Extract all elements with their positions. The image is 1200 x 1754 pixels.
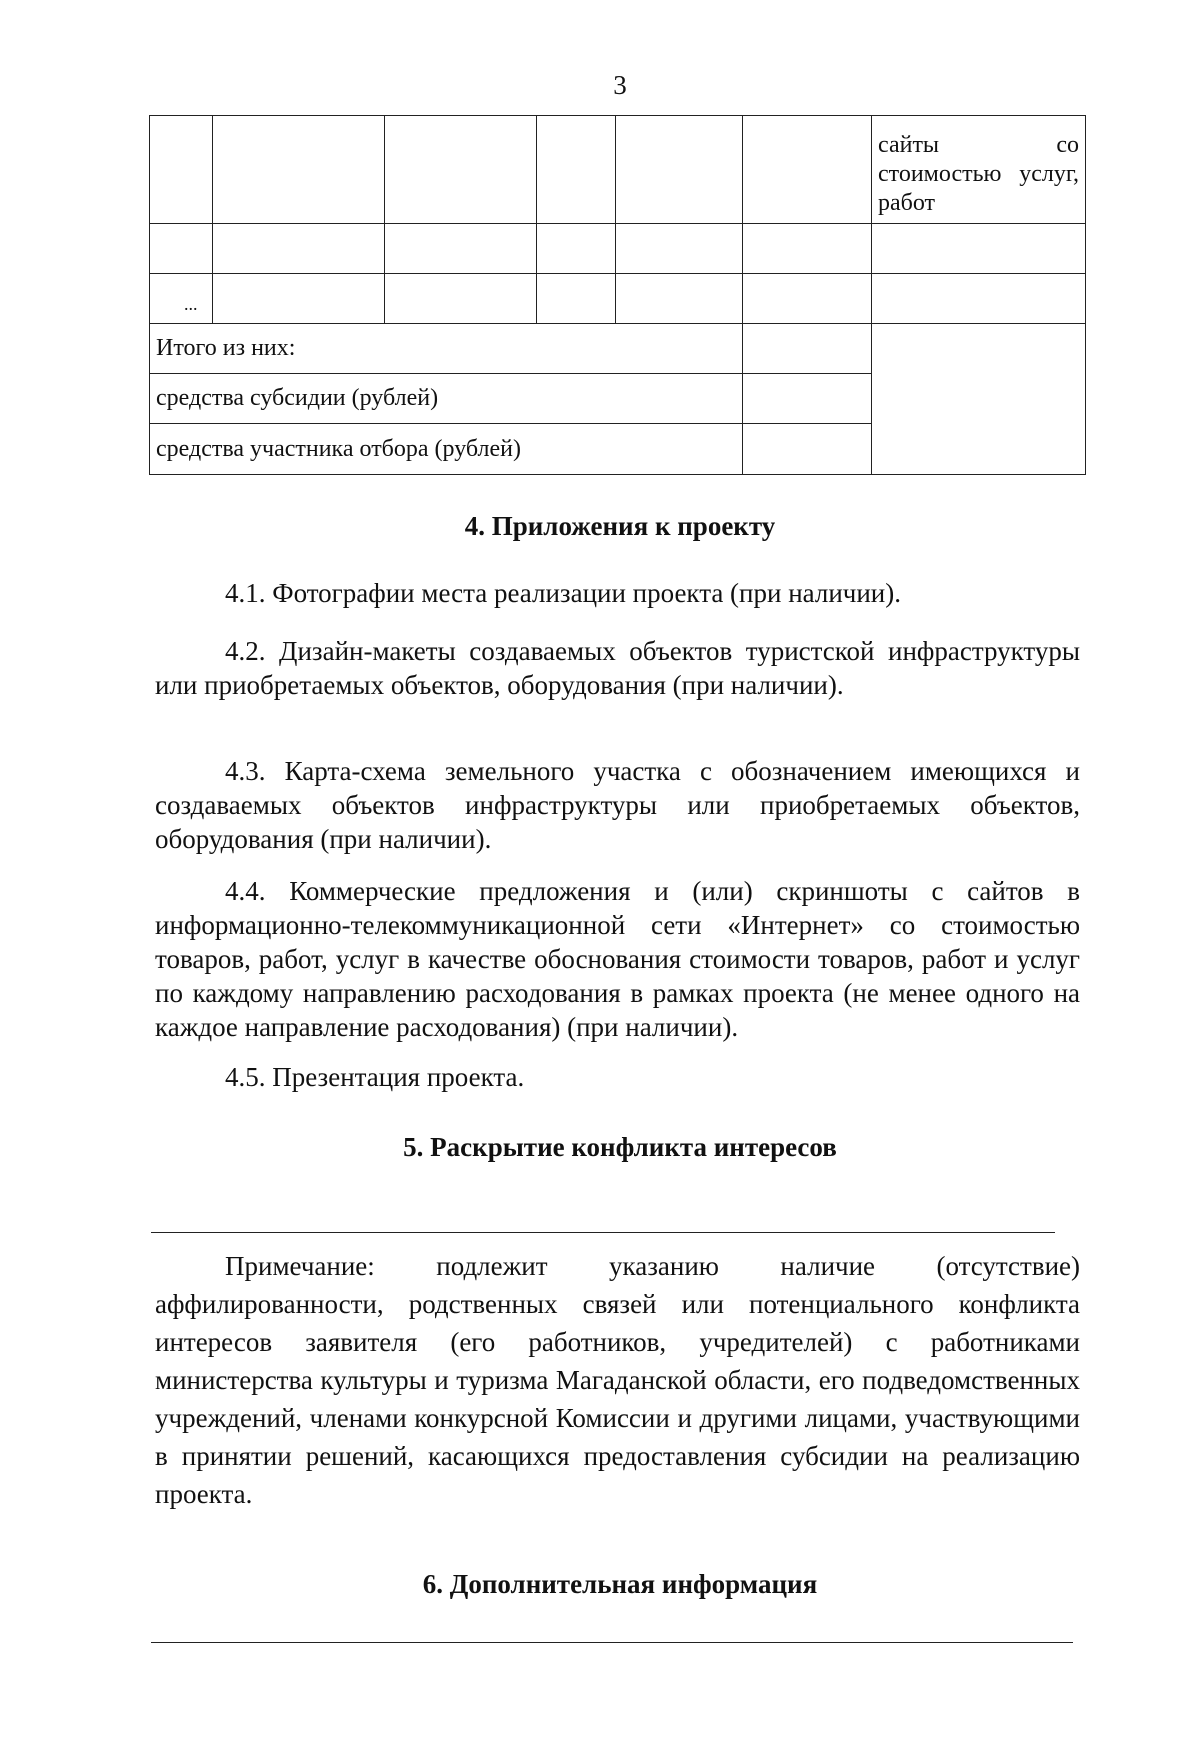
table-row	[150, 274, 1086, 324]
table-cell	[872, 324, 1086, 475]
table-row	[150, 116, 1086, 224]
table-row	[150, 324, 1086, 374]
fill-in-line	[151, 1232, 1055, 1233]
paragraph-4-1: 4.1. Фотографии места реализации проекта (при наличии).	[225, 578, 902, 608]
section-5-heading: 5. Раскрытие конфликта интересов	[403, 1132, 837, 1162]
table-cell	[213, 116, 385, 224]
table-cell	[385, 224, 537, 274]
table-cell	[743, 116, 872, 224]
table-cell	[616, 116, 743, 224]
table-cell	[743, 374, 872, 424]
table-cell: ...	[150, 274, 213, 324]
participant-label: средства участника отбора (рублей)	[150, 424, 743, 475]
paragraph-4-4: 4.4. Коммерческие предложения и (или) скриншоты с сайтов в информационно-телекоммуникационной сети «Интернет» со стоимостью товаров, работ, услуг в качестве обоснования стоимости товаров, работ и услуг по каждому направлению расходования в рамках проекта (не менее одного на каждое направление расходования) (при наличии).	[155, 876, 1080, 1042]
table-cell	[616, 224, 743, 274]
table-cell	[150, 116, 213, 224]
note-paragraph: Примечание: подлежит указанию наличие (отсутствие) аффилированности, родственных связей или потенциального конфликта интересов заявителя (его работников, учредителей) с работниками министерства культуры и туризма Магаданской области, его подведомственных учреждений, членами конкурсной Комиссии и другими лицами, участвующими в принятии решений, касающихся предоставления субсидии на реализацию проекта.	[155, 1251, 1080, 1509]
table-row	[150, 224, 1086, 274]
paragraph-4-5: 4.5. Презентация проекта.	[225, 1062, 525, 1092]
page-number: 3	[613, 70, 627, 100]
table-cell	[213, 224, 385, 274]
fill-in-line	[151, 1642, 1073, 1643]
paragraph-4-3: 4.3. Карта-схема земельного участка с обозначением имеющихся и создаваемых объектов инфраструктуры или приобретаемых объектов, оборудования (при наличии).	[155, 756, 1080, 854]
table-cell	[872, 224, 1086, 274]
table-cell	[743, 274, 872, 324]
table-cell	[537, 274, 616, 324]
table-cell	[743, 424, 872, 475]
paragraph-4-2: 4.2. Дизайн-макеты создаваемых объектов туристской инфраструктуры или приобретаемых объектов, оборудования (при наличии).	[155, 636, 1080, 700]
cell-line: сайты со	[878, 132, 1079, 158]
table-cell	[743, 224, 872, 274]
budget-table	[149, 115, 1086, 475]
table-cell	[743, 324, 872, 374]
table-cell	[213, 274, 385, 324]
table-cell	[537, 116, 616, 224]
cell-line: стоимостью услуг,	[878, 161, 1079, 187]
table-cell	[616, 274, 743, 324]
section-4-heading: 4. Приложения к проекту	[464, 511, 776, 541]
table-cell	[385, 274, 537, 324]
table-cell	[150, 224, 213, 274]
table-cell	[537, 224, 616, 274]
section-6-heading: 6. Дополнительная информация	[422, 1569, 818, 1599]
total-label: Итого из них:	[150, 324, 743, 374]
table-cell	[872, 274, 1086, 324]
subsidy-label: средства субсидии (рублей)	[150, 374, 743, 424]
cell-line: работ	[878, 190, 936, 216]
table-cell	[385, 116, 537, 224]
table-cell	[872, 116, 1086, 224]
